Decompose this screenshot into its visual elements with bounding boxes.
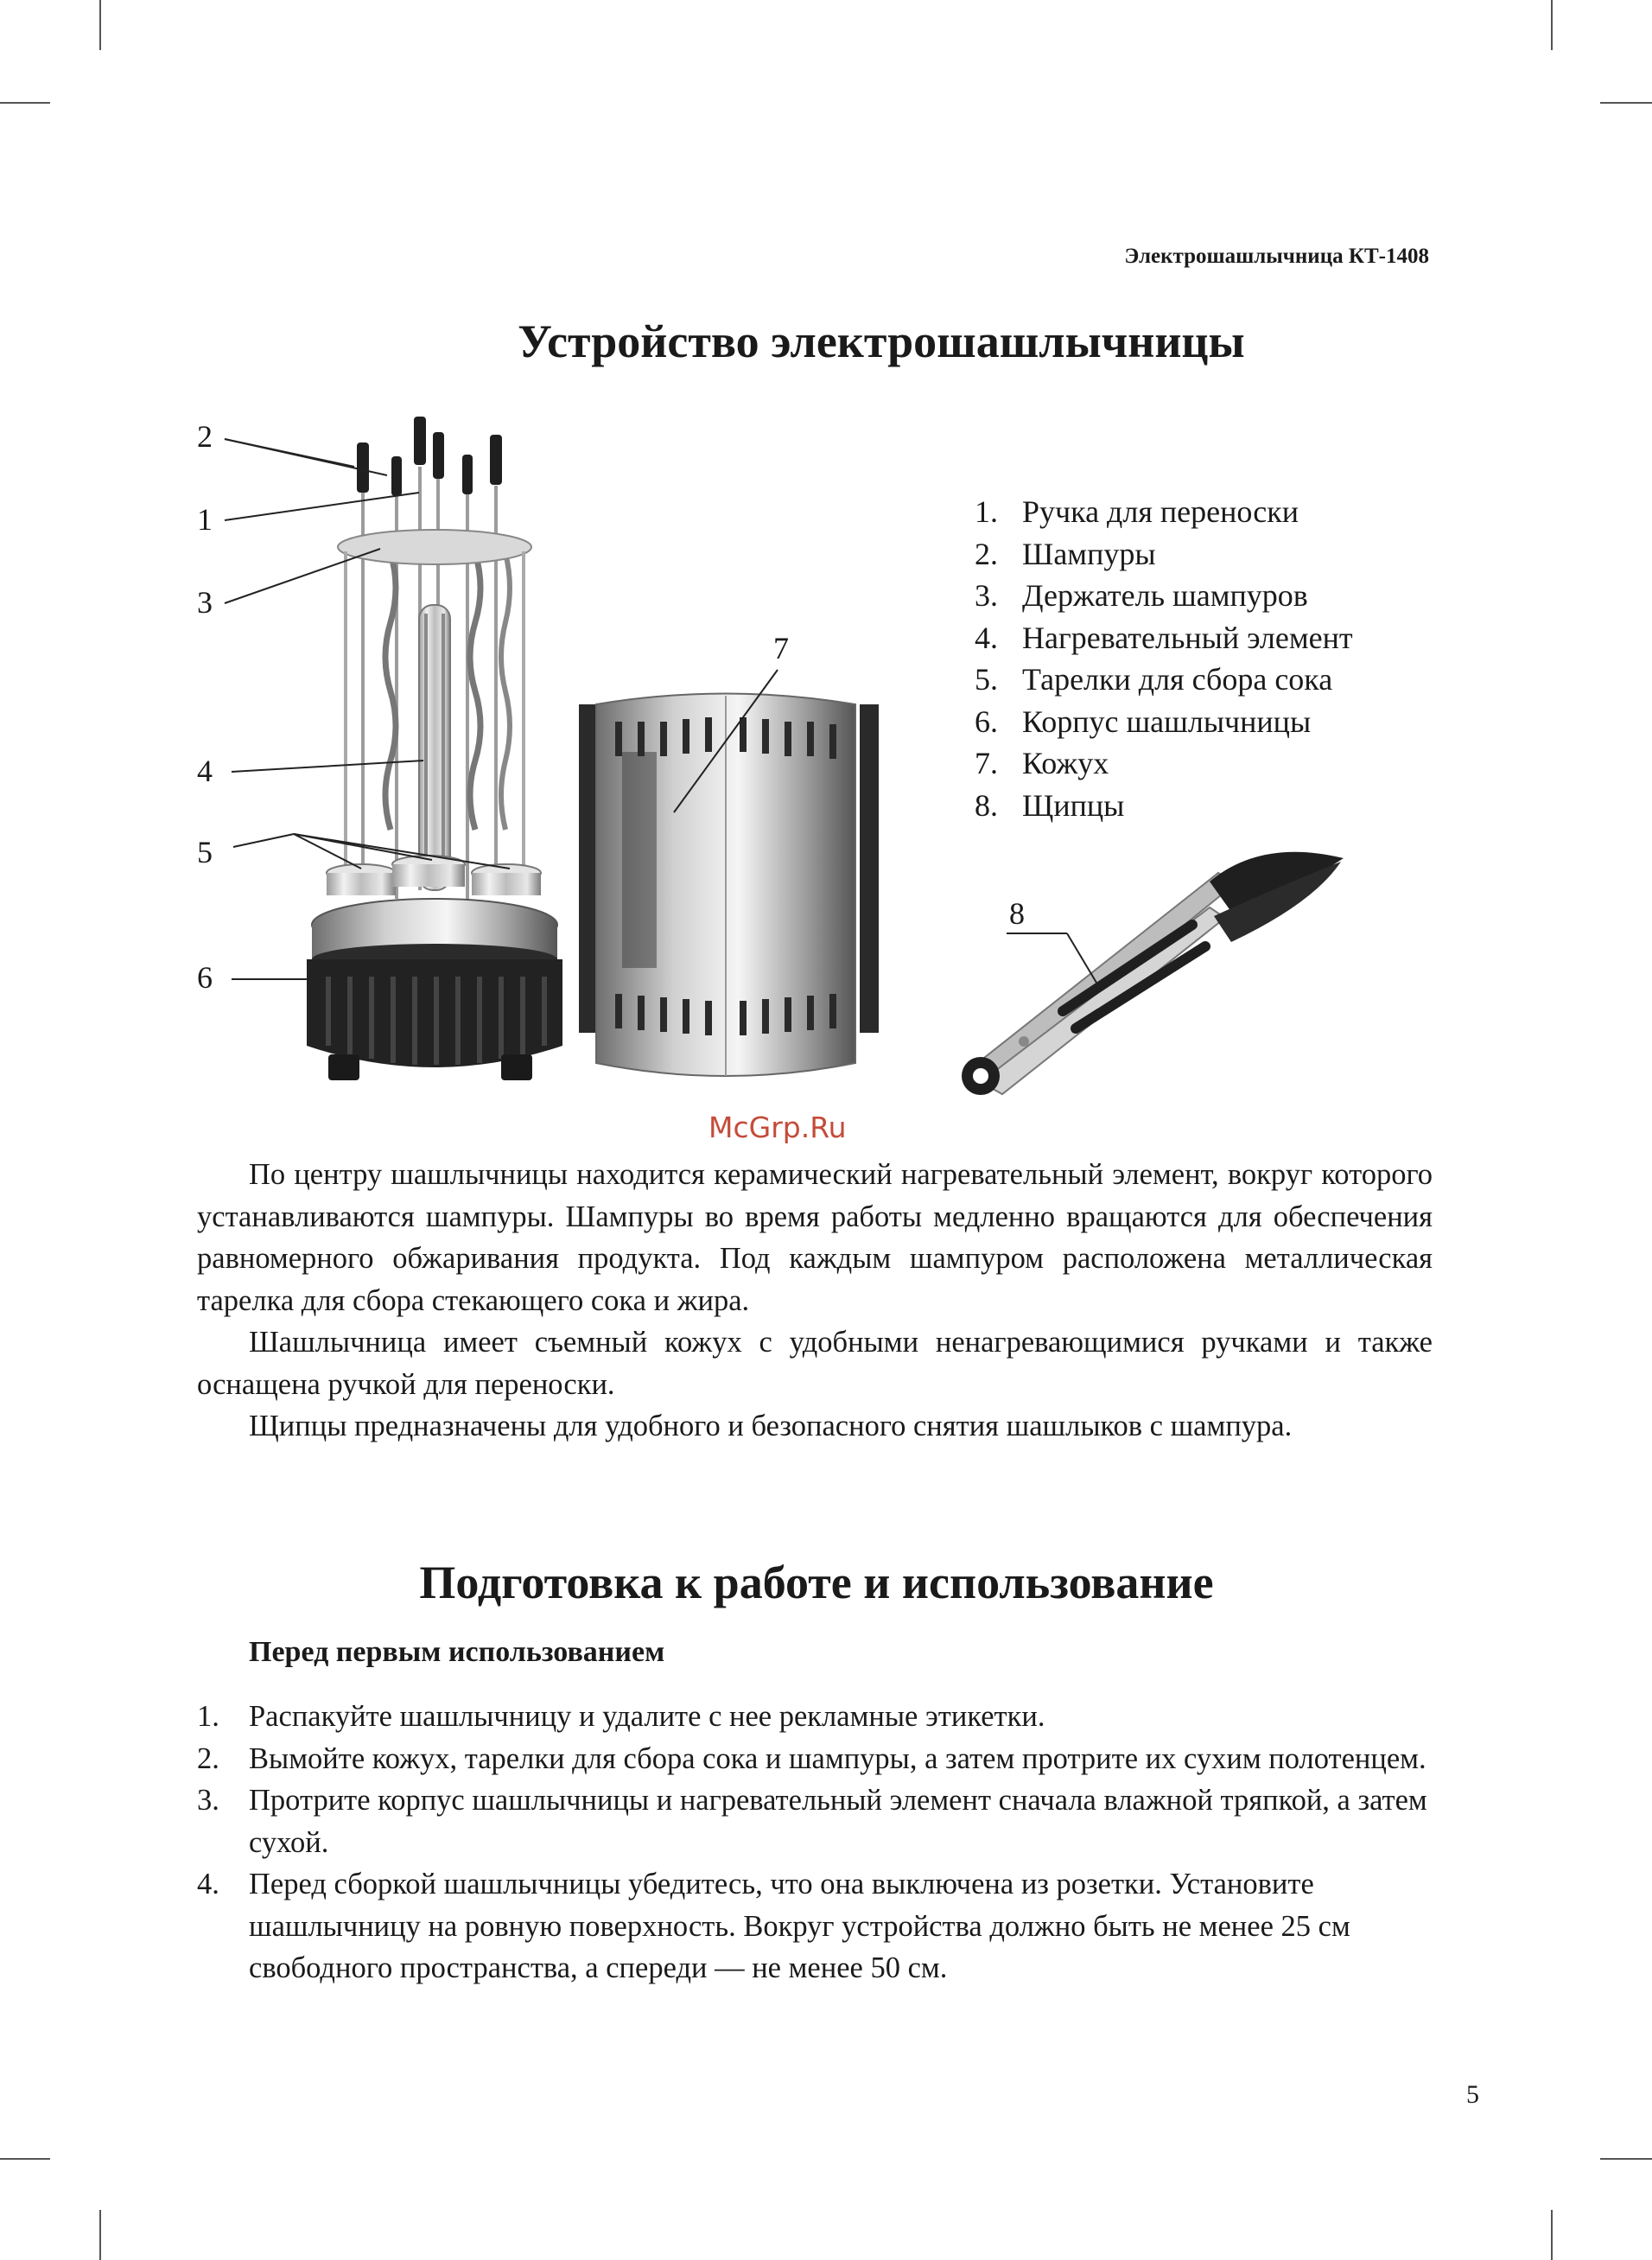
legend-item: 3. Держатель шампуров: [975, 578, 1308, 613]
running-header: Электрошашлычница КТ-1408: [1124, 245, 1429, 268]
subheading-first-use: Перед первым использованием: [249, 1636, 665, 1668]
section-title-device: Устройство электрошашлычницы: [518, 315, 1245, 367]
preparation-steps: [197, 1696, 1433, 1989]
parts-legend: [975, 491, 1353, 826]
legend-item: 5. Тарелки для сбора сока: [975, 662, 1333, 697]
watermark: McGrp.Ru: [708, 1111, 847, 1144]
crop-mark: [1551, 2210, 1553, 2260]
crop-mark: [1551, 0, 1553, 50]
legend-item: 1. Ручка для переноски: [975, 494, 1299, 529]
callout-2: 2: [197, 419, 213, 454]
callout-8: 8: [1009, 896, 1025, 931]
paragraph: По центру шашлычницы находится керамический нагревательный элемент, вокруг которого устанавливаются шампуры. Шампуры во время работы медленно вращаются для обеспечения равномерного обжаривания продукта. Под каждым шампуром расположена металлическая тарелка для сбора стекающего сока и жира.: [197, 1158, 1433, 1317]
legend-item: 4. Нагревательный элемент: [975, 620, 1353, 655]
legend-item: 2. Шампуры: [975, 536, 1156, 571]
step-item: 1. Распакуйте шашлычницу и удалите с нее рекламные этикетки.: [197, 1700, 1045, 1733]
paragraph: Щипцы предназначены для удобного и безопасного снятия шашлыков с шампура.: [249, 1410, 1293, 1442]
callout-5: 5: [197, 835, 213, 869]
crop-mark: [0, 2158, 50, 2160]
crop-mark: [1600, 2158, 1652, 2160]
callout-7: 7: [773, 631, 789, 665]
paragraph: Шашлычница имеет съемный кожух с удобными ненагревающимися ручками и также оснащена ручкой для переноски.: [197, 1326, 1433, 1401]
legend-item: 6. Корпус шашлычницы: [975, 703, 1312, 739]
grill-body: [307, 417, 562, 1080]
callout-1: 1: [197, 502, 213, 537]
tongs-illustration: [962, 852, 1344, 1095]
description-text: [197, 1154, 1433, 1448]
legend-item: 8. Щипцы: [975, 787, 1125, 823]
crop-mark: [0, 102, 50, 104]
crop-mark: [99, 2210, 101, 2260]
callout-3: 3: [197, 585, 213, 620]
cover-illustration: [579, 694, 879, 1077]
step-item: 4. Перед сборкой шашлычницы убедитесь, что она выключена из розетки. Установите шашлычницу на ровную поверхность. Вокруг устройства должно быть не менее 25 см свободного пространства, а спереди — не менее 50 см.: [197, 1868, 1350, 1984]
step-item: 2. Вымойте кожух, тарелки для сбора сока и шампуры, а затем протрите их сухим полотенцем.: [197, 1741, 1426, 1775]
section-title-preparation: Подготовка к работе и использование: [419, 1557, 1214, 1608]
crop-mark: [99, 0, 101, 50]
step-item: 3. Протрите корпус шашлычницы и нагревательный элемент сначала влажной тряпкой, а затем сухой.: [197, 1784, 1427, 1859]
legend-item: 7. Кожух: [975, 746, 1109, 780]
callout-4: 4: [197, 754, 213, 788]
page-number: 5: [1466, 2080, 1479, 2109]
callout-6: 6: [197, 960, 213, 995]
crop-mark: [1600, 102, 1652, 104]
